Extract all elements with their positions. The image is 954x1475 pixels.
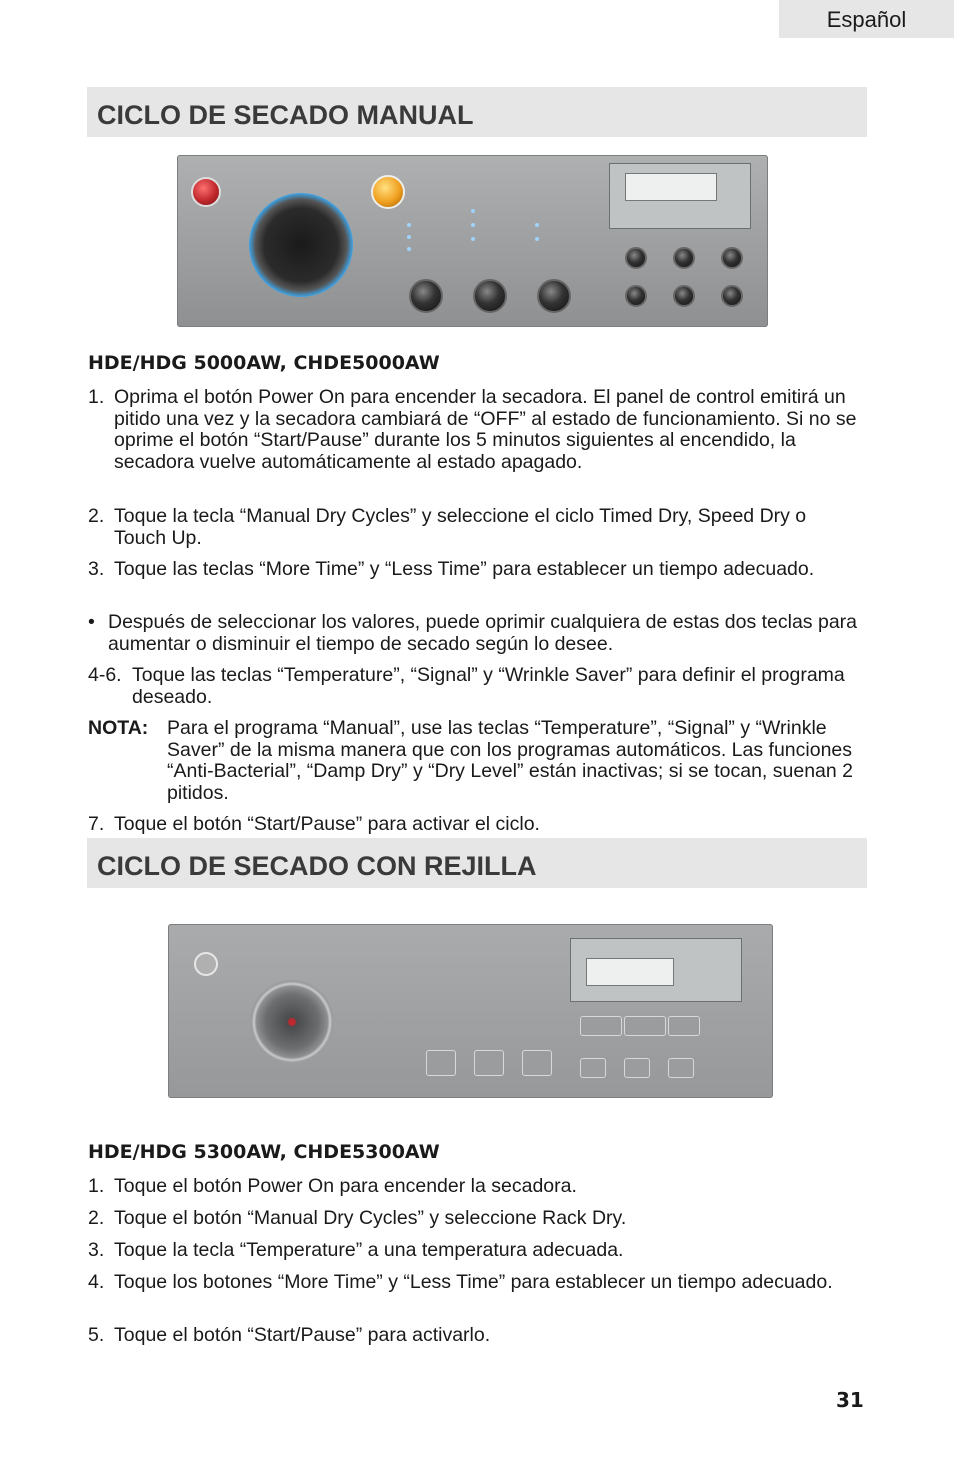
cycle-dial-icon (250, 980, 334, 1064)
time-button-icon (580, 1016, 622, 1036)
list-item-number: 4. (88, 1271, 105, 1293)
list-item-number: 3. (88, 558, 105, 580)
list-item-number: 2. (88, 1207, 105, 1229)
list-item (88, 612, 863, 655)
list-item (88, 559, 863, 602)
note-block (88, 718, 863, 804)
list-item-number: 4-6. (88, 664, 122, 686)
power-button-icon (194, 952, 218, 976)
indicator-light-icon (407, 235, 411, 239)
list-item (88, 1325, 863, 1347)
list-item-text: Toque el botón Power On para encender la secadora. (114, 1175, 577, 1197)
list-item-text: Toque el botón “Manual Dry Cycles” y seleccione Rack Dry. (114, 1207, 627, 1229)
instructions-list-rack (88, 1176, 863, 1347)
language-tab: Español (779, 0, 954, 38)
note-text: Para el programa “Manual”, use las teclas “Temperature”, “Signal” y “Wrinkle Saver” de la misma manera que con los programas automáticos. Las funciones “Anti-Bacterial”, “Damp Dry” y “Dry Level” están inactivas; si se tocan, suenan 2 pitidos. (167, 717, 853, 804)
indicator-light-icon (471, 237, 475, 241)
instructions-list-manual (88, 387, 863, 836)
dry-level-button-icon (426, 1050, 456, 1076)
option-button-icon (625, 285, 647, 307)
temperature-button-icon (474, 1050, 504, 1076)
lcd-screen-icon (586, 958, 674, 986)
lcd-screen-icon (625, 173, 717, 201)
signal-button-icon (537, 279, 571, 313)
option-button-icon (624, 1058, 650, 1078)
start-pause-button-icon (371, 175, 405, 209)
list-item-number: 2. (88, 505, 105, 527)
option-button-icon (668, 1058, 694, 1078)
option-button-icon (625, 247, 647, 269)
indicator-light-icon (407, 247, 411, 251)
list-item-bullet: • (88, 611, 95, 633)
signal-button-icon (522, 1050, 552, 1076)
page-number: 31 (836, 1388, 864, 1412)
list-item (88, 1272, 863, 1315)
option-button-icon (580, 1058, 606, 1078)
list-item-number: 5. (88, 1324, 105, 1346)
list-item-text: Toque el botón “Start/Pause” para activar el ciclo. (114, 813, 540, 835)
indicator-light-icon (407, 223, 411, 227)
list-item (88, 1240, 863, 1262)
list-item-text: Toque la tecla “Temperature” a una temperatura adecuada. (114, 1239, 624, 1261)
list-item-text: Toque los botones “More Time” y “Less Time” para establecer un tiempo adecuado. (114, 1271, 833, 1293)
cycle-dial-icon (249, 193, 353, 297)
list-item (88, 814, 863, 836)
dry-level-button-icon (409, 279, 443, 313)
list-item (88, 1208, 863, 1230)
power-button-icon (191, 177, 221, 207)
list-item-number: 3. (88, 1239, 105, 1261)
time-button-icon (624, 1016, 666, 1036)
option-button-icon (673, 247, 695, 269)
temperature-button-icon (473, 279, 507, 313)
option-button-icon (721, 247, 743, 269)
note-label: NOTA: (88, 717, 149, 739)
model-heading-5300: HDE/HDG 5300AW, CHDE5300AW (88, 1141, 440, 1163)
list-item-text: Toque el botón “Start/Pause” para activarlo. (114, 1324, 491, 1346)
time-button-icon (668, 1016, 700, 1036)
list-item-text: Toque las teclas “Temperature”, “Signal” y “Wrinkle Saver” para definir el programa deseado. (132, 664, 845, 708)
list-item (88, 387, 863, 495)
list-item (88, 506, 863, 549)
list-item-text: Toque las teclas “More Time” y “Less Time” para establecer un tiempo adecuado. (114, 558, 815, 580)
list-item-text: Después de seleccionar los valores, puede oprimir cualquiera de estas dos teclas para aumentar o disminuir el tiempo de secado según lo desee. (108, 611, 857, 655)
indicator-light-icon (535, 237, 539, 241)
list-item-text: Toque la tecla “Manual Dry Cycles” y seleccione el ciclo Timed Dry, Speed Dry o Touch Up. (114, 505, 807, 549)
option-button-icon (673, 285, 695, 307)
indicator-light-icon (535, 223, 539, 227)
list-item (88, 1176, 863, 1198)
list-item-text: Oprima el botón Power On para encender la secadora. El panel de control emitirá un pitido una vez y la secadora cambiará de “OFF” al estado de funcionamiento. Si no se oprime el botón “Start/Pause” durante los 5 minutos siguientes al encendido, la secadora vuelve automáticamente al estado apagado. (114, 386, 857, 473)
list-item (88, 665, 863, 708)
control-panel-5000-image (177, 155, 768, 327)
list-item-number: 1. (88, 1175, 105, 1197)
list-item-number: 7. (88, 813, 105, 835)
section-title-rack-dry: CICLO DE SECADO CON REJILLA (87, 838, 867, 888)
indicator-light-icon (471, 209, 475, 213)
option-button-icon (721, 285, 743, 307)
list-item-number: 1. (88, 386, 105, 408)
model-heading-5000: HDE/HDG 5000AW, CHDE5000AW (88, 352, 440, 374)
indicator-light-icon (471, 223, 475, 227)
section-title-manual-dry: CICLO DE SECADO MANUAL (87, 87, 867, 137)
control-panel-5300-image (168, 924, 773, 1098)
